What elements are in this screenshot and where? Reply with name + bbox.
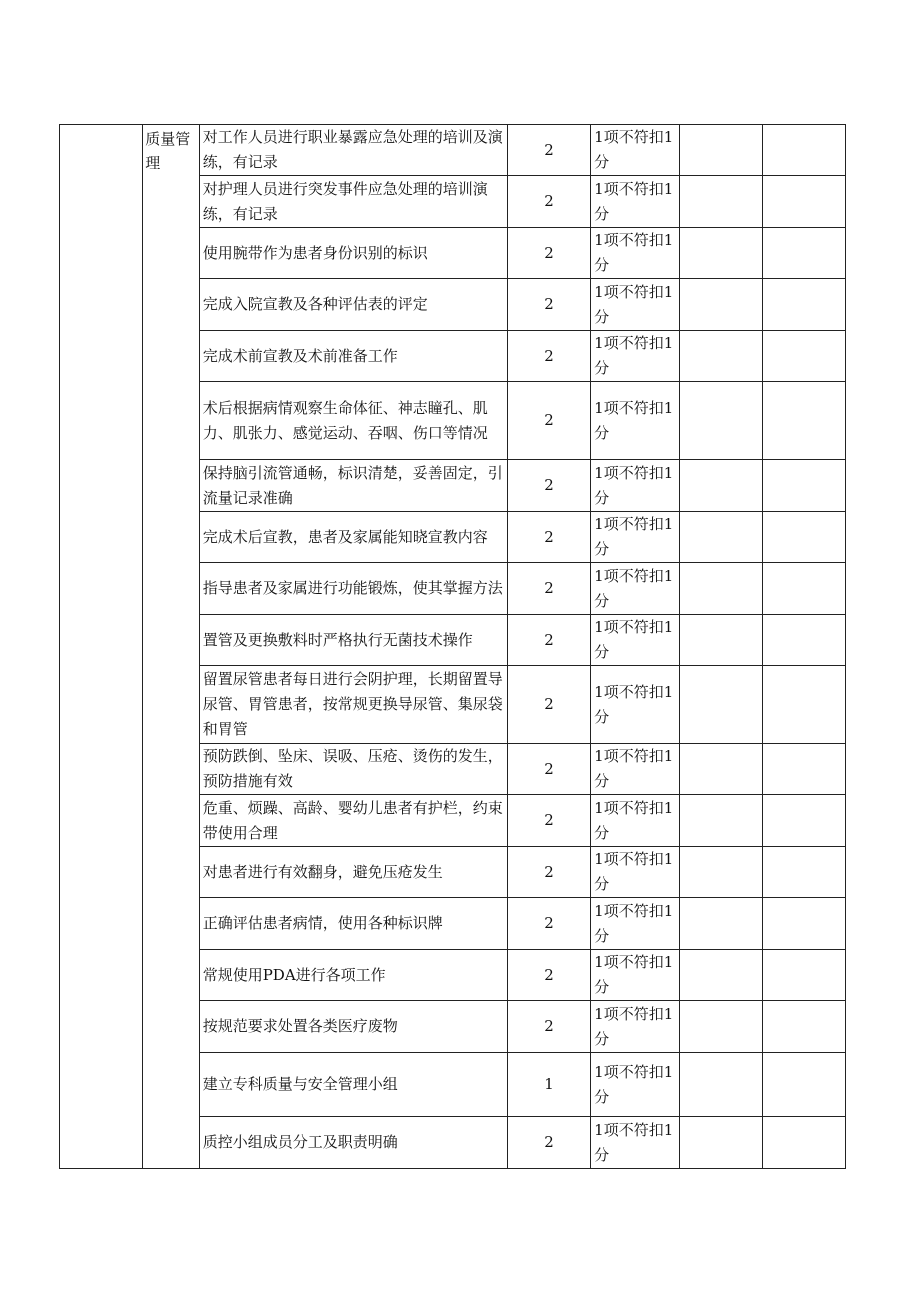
criterion-text: 对工作人员进行职业暴露应急处理的培训及演练，有记录 — [199, 125, 507, 176]
blank-cell — [762, 615, 845, 666]
criterion-text: 常规使用PDA进行各项工作 — [199, 950, 507, 1001]
criterion-text: 完成术前宣教及术前准备工作 — [199, 331, 507, 382]
category-cell: 质量管理 — [143, 125, 200, 1169]
blank-cell — [762, 279, 845, 331]
deduction-rule: 1项不符扣1分 — [591, 615, 679, 666]
table-row — [60, 125, 846, 176]
score-value: 2 — [507, 460, 590, 512]
score-value: 2 — [507, 898, 590, 950]
blank-cell — [679, 176, 762, 228]
criterion-text: 完成术后宣教，患者及家属能知晓宣教内容 — [199, 512, 507, 563]
blank-column-cell — [60, 125, 143, 1169]
criterion-text: 留置尿管患者每日进行会阴护理，长期留置导尿管、胃管患者，按常规更换导尿管、集尿袋和胃管 — [199, 666, 507, 744]
blank-cell — [679, 279, 762, 331]
score-value: 2 — [507, 563, 590, 615]
criterion-text: 危重、烦躁、高龄、婴幼儿患者有护栏，约束带使用合理 — [199, 795, 507, 847]
score-value: 2 — [507, 1117, 590, 1169]
blank-cell — [679, 1053, 762, 1117]
deduction-rule: 1项不符扣1分 — [591, 744, 679, 795]
blank-cell — [679, 950, 762, 1001]
score-value: 2 — [507, 176, 590, 228]
blank-cell — [679, 615, 762, 666]
deduction-rule: 1项不符扣1分 — [591, 563, 679, 615]
blank-cell — [762, 125, 845, 176]
deduction-rule: 1项不符扣1分 — [591, 1117, 679, 1169]
blank-cell — [762, 512, 845, 563]
criterion-text: 指导患者及家属进行功能锻炼，使其掌握方法 — [199, 563, 507, 615]
blank-cell — [762, 950, 845, 1001]
score-value: 2 — [507, 795, 590, 847]
criterion-text: 建立专科质量与安全管理小组 — [199, 1053, 507, 1117]
blank-cell — [679, 847, 762, 898]
blank-cell — [679, 512, 762, 563]
blank-cell — [762, 795, 845, 847]
criterion-text: 使用腕带作为患者身份识别的标识 — [199, 228, 507, 279]
score-value: 2 — [507, 382, 590, 460]
blank-cell — [762, 898, 845, 950]
score-value: 2 — [507, 512, 590, 563]
blank-cell — [762, 666, 845, 744]
blank-cell — [762, 744, 845, 795]
criterion-text: 完成入院宣教及各种评估表的评定 — [199, 279, 507, 331]
blank-cell — [762, 1053, 845, 1117]
blank-cell — [679, 331, 762, 382]
deduction-rule: 1项不符扣1分 — [591, 666, 679, 744]
deduction-rule: 1项不符扣1分 — [591, 125, 679, 176]
blank-cell — [762, 1117, 845, 1169]
blank-cell — [679, 1117, 762, 1169]
deduction-rule: 1项不符扣1分 — [591, 279, 679, 331]
blank-cell — [762, 382, 845, 460]
blank-cell — [679, 898, 762, 950]
blank-cell — [679, 228, 762, 279]
criterion-text: 保持脑引流管通畅，标识清楚，妥善固定，引流量记录准确 — [199, 460, 507, 512]
score-value: 2 — [507, 228, 590, 279]
deduction-rule: 1项不符扣1分 — [591, 1001, 679, 1053]
blank-cell — [679, 563, 762, 615]
deduction-rule: 1项不符扣1分 — [591, 512, 679, 563]
score-value: 1 — [507, 1053, 590, 1117]
deduction-rule: 1项不符扣1分 — [591, 1053, 679, 1117]
criterion-text: 对护理人员进行突发事件应急处理的培训演练，有记录 — [199, 176, 507, 228]
blank-cell — [679, 744, 762, 795]
deduction-rule: 1项不符扣1分 — [591, 795, 679, 847]
blank-cell — [762, 176, 845, 228]
criterion-text: 术后根据病情观察生命体征、神志瞳孔、肌力、肌张力、感觉运动、吞咽、伤口等情况 — [199, 382, 507, 460]
criterion-text: 正确评估患者病情，使用各种标识牌 — [199, 898, 507, 950]
criterion-text: 置管及更换敷料时严格执行无菌技术操作 — [199, 615, 507, 666]
deduction-rule: 1项不符扣1分 — [591, 331, 679, 382]
blank-cell — [762, 1001, 845, 1053]
blank-cell — [762, 460, 845, 512]
criterion-text: 预防跌倒、坠床、误吸、压疮、烫伤的发生，预防措施有效 — [199, 744, 507, 795]
quality-assessment-table — [59, 124, 846, 1169]
score-value: 2 — [507, 125, 590, 176]
score-value: 2 — [507, 331, 590, 382]
deduction-rule: 1项不符扣1分 — [591, 382, 679, 460]
deduction-rule: 1项不符扣1分 — [591, 898, 679, 950]
deduction-rule: 1项不符扣1分 — [591, 176, 679, 228]
score-value: 2 — [507, 1001, 590, 1053]
criterion-text: 对患者进行有效翻身，避免压疮发生 — [199, 847, 507, 898]
blank-cell — [762, 847, 845, 898]
blank-cell — [762, 563, 845, 615]
blank-cell — [679, 666, 762, 744]
blank-cell — [762, 228, 845, 279]
score-value: 2 — [507, 279, 590, 331]
blank-cell — [679, 1001, 762, 1053]
score-value: 2 — [507, 950, 590, 1001]
table-body — [60, 125, 846, 1169]
score-value: 2 — [507, 744, 590, 795]
blank-cell — [679, 460, 762, 512]
deduction-rule: 1项不符扣1分 — [591, 228, 679, 279]
blank-cell — [679, 125, 762, 176]
score-value: 2 — [507, 847, 590, 898]
criterion-text: 按规范要求处置各类医疗废物 — [199, 1001, 507, 1053]
score-value: 2 — [507, 615, 590, 666]
deduction-rule: 1项不符扣1分 — [591, 847, 679, 898]
blank-cell — [679, 795, 762, 847]
deduction-rule: 1项不符扣1分 — [591, 460, 679, 512]
deduction-rule: 1项不符扣1分 — [591, 950, 679, 1001]
blank-cell — [762, 331, 845, 382]
criterion-text: 质控小组成员分工及职责明确 — [199, 1117, 507, 1169]
score-value: 2 — [507, 666, 590, 744]
blank-cell — [679, 382, 762, 460]
